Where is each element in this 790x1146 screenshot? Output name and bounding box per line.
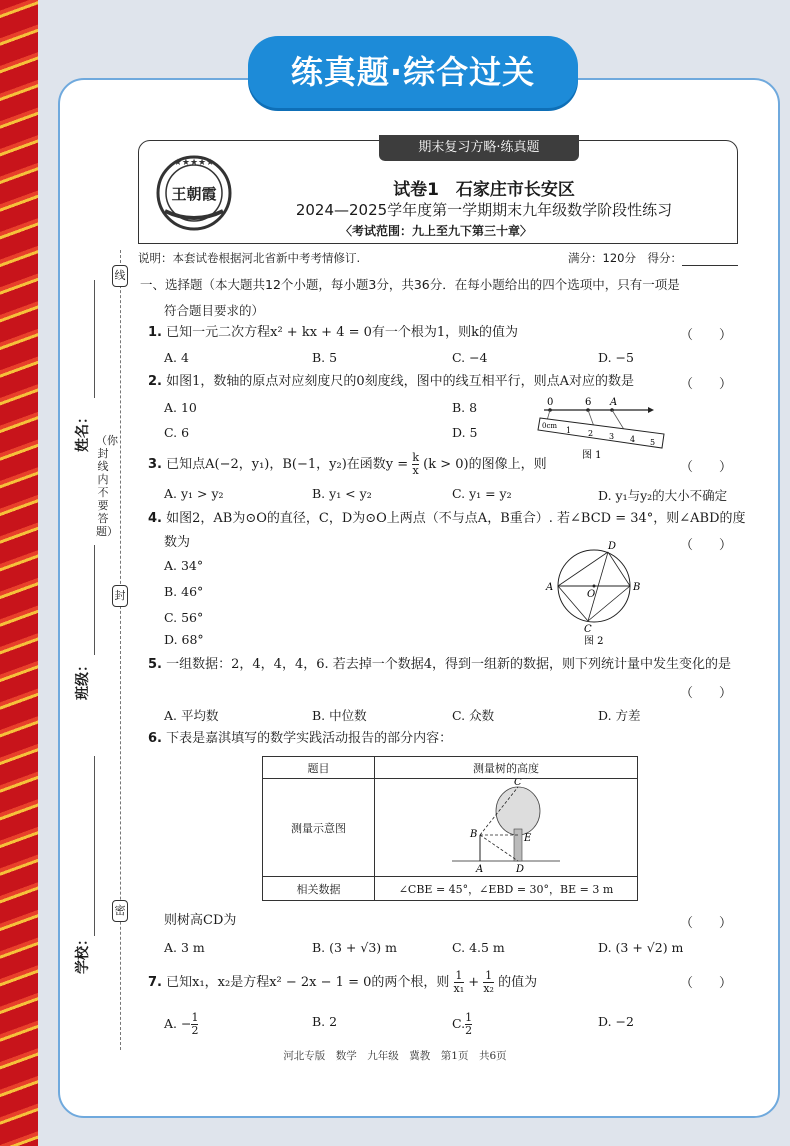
- option-d: D. y₁与y₂的大小不确定: [598, 488, 728, 503]
- question-text-cont: (k > 0)的图像上，则: [423, 457, 547, 472]
- section-title-cont: 符合题目要求的）: [164, 303, 265, 318]
- diagram-cell: [375, 779, 638, 877]
- figure-caption: 图 2: [584, 636, 604, 647]
- option-c: C. −4: [452, 350, 488, 365]
- question-5: [148, 656, 731, 674]
- score-blank[interactable]: [682, 254, 738, 266]
- question-number: 1.: [148, 325, 162, 340]
- question-number: 7.: [148, 975, 162, 990]
- point-label: D: [516, 864, 525, 873]
- fraction-half: $\frac{1}{2}$: [465, 1011, 473, 1037]
- ruler-label: 3: [609, 432, 615, 441]
- option-b: B. 8: [452, 400, 478, 415]
- svg-text:王朝霞: 王朝霞: [171, 185, 217, 203]
- point-label: C: [584, 624, 592, 635]
- question-text: 已知x₁，x₂是方程x² − 2x − 1 = 0的两个根，则: [166, 975, 450, 990]
- score-label: 满分：120分 得分：: [568, 251, 682, 265]
- question-6-ask: 则树高CD为: [164, 913, 237, 928]
- option-a: A. 4: [164, 350, 189, 365]
- ruler-label: 0cm: [542, 422, 558, 430]
- table-cell: 测量示意图: [263, 779, 375, 877]
- option-b: B. 46°: [164, 584, 204, 599]
- answer-paren[interactable]: （ ）: [680, 686, 733, 701]
- seal-mark-line: 线: [112, 265, 128, 287]
- option-c: C. 6: [164, 425, 190, 440]
- point-label: O: [587, 589, 596, 600]
- option-d: D. 68°: [164, 632, 204, 647]
- point-label: A: [546, 582, 554, 593]
- fraction-1-over-x2: $\frac{1}{\text{x₂}}$: [483, 969, 494, 995]
- instruction-text: 说明：本套试卷根据河北省新中考考情修订.: [138, 251, 361, 265]
- fraction-half: $\frac{1}{2}$: [191, 1011, 199, 1037]
- question-2: [148, 373, 634, 391]
- activity-report-table: [262, 756, 638, 901]
- seal-mark-secret: 密: [112, 900, 128, 922]
- answer-paren[interactable]: （ ）: [680, 460, 733, 475]
- question-number: 6.: [148, 731, 162, 746]
- option-c-label: C.: [452, 1016, 466, 1031]
- question-text: 已知一元二次方程x² + kx + 4 = 0有一个根为1，则k的值为: [166, 325, 519, 340]
- figure-2-circle: [542, 538, 652, 648]
- paper-title: 试卷1 石家庄市长安区: [393, 180, 575, 200]
- svg-text:★★★★★: ★★★★★: [173, 158, 215, 168]
- table-header: 测量树的高度: [375, 757, 638, 779]
- option-d: D. −2: [598, 1014, 634, 1029]
- option-a: A. 34°: [164, 558, 204, 573]
- denominator: x: [412, 464, 419, 477]
- axis-label: 0: [547, 397, 554, 408]
- exam-scope: 〈考试范围：九上至九下第三十章〉: [340, 224, 533, 238]
- question-text-cont: 的值为: [498, 975, 538, 990]
- school-label: 学校：: [75, 932, 91, 974]
- instruction-line: [138, 250, 738, 266]
- answer-paren[interactable]: （ ）: [680, 377, 733, 392]
- option-a: [164, 1012, 198, 1037]
- question-number: 5.: [148, 657, 162, 672]
- seal-mark-seal: 封: [112, 585, 128, 607]
- ruler-label: 4: [630, 435, 636, 444]
- answer-paren[interactable]: （ ）: [680, 538, 733, 553]
- answer-warning: （你封线内不要答题）: [96, 434, 118, 538]
- title-banner: 练真题·综合过关: [248, 36, 578, 108]
- option-b: B. 中位数: [312, 708, 367, 723]
- question-3: [148, 452, 547, 477]
- option-b: B. 2: [312, 1014, 338, 1029]
- ruler-label: 1: [566, 426, 572, 435]
- question-1: [148, 324, 518, 342]
- point-label: E: [524, 833, 532, 844]
- option-a: A. y₁ > y₂: [164, 486, 224, 501]
- question-text: 如图1，数轴的原点对应刻度尺的0刻度线，图中的线互相平行，则点A对应的数是: [166, 374, 635, 389]
- option-c: C. 4.5 m: [452, 940, 505, 955]
- table-cell: ∠CBE = 45°，∠EBD = 30°，BE = 3 m: [375, 877, 638, 901]
- point-label: A: [476, 864, 484, 873]
- answer-paren[interactable]: （ ）: [680, 328, 733, 343]
- page-footer: 河北专版 数学 九年级 冀教 第1页 共6页: [283, 1050, 507, 1062]
- option-a: A. 平均数: [164, 708, 219, 723]
- question-text: 下表是嘉淇填写的数学实践活动报告的部分内容：: [166, 731, 453, 746]
- question-number: 2.: [148, 374, 162, 389]
- answer-paren[interactable]: （ ）: [680, 976, 733, 991]
- point-label: B: [633, 582, 641, 593]
- table-cell: 相关数据: [263, 877, 375, 901]
- school-field[interactable]: [94, 756, 95, 936]
- option-d: D. −5: [598, 350, 634, 365]
- answer-paren[interactable]: （ ）: [680, 916, 733, 931]
- question-4: [148, 510, 746, 528]
- option-b: B. 5: [312, 350, 338, 365]
- option-c: C. 众数: [452, 708, 495, 723]
- question-6: [148, 730, 452, 748]
- option-c: C. 56°: [164, 610, 204, 625]
- point-label: D: [608, 541, 617, 552]
- question-7: 7. 已知x₁，x₂是方程x² − 2x − 1 = 0的两个根，则 $\frac{1}{\text{x₁}}$ + $\frac{1}{\text{x₂}}$ 的值为: [148, 969, 538, 995]
- option-d: D. 5: [452, 425, 478, 440]
- option-a: A. 3 m: [164, 940, 205, 955]
- ruler-label: 2: [588, 429, 594, 438]
- point-label: C: [514, 779, 522, 788]
- figure-1-ruler: [536, 394, 666, 460]
- option-b: B. y₁ < y₂: [312, 486, 372, 501]
- question-number: 4.: [148, 511, 162, 526]
- option-a-label: A. −: [164, 1016, 192, 1031]
- name-label: 姓名：: [75, 410, 91, 452]
- point-label: B: [470, 829, 478, 840]
- header-tag: 期末复习方略·练真题: [379, 135, 579, 161]
- ruler-label: 5: [650, 438, 656, 447]
- axis-label: A: [610, 397, 618, 408]
- name-field[interactable]: [94, 280, 95, 398]
- fraction: [412, 452, 419, 477]
- axis-label: 6: [585, 397, 592, 408]
- option-a: A. 10: [164, 400, 197, 415]
- decorative-ribbon: [0, 0, 38, 1146]
- fraction-1-over-x1: $\frac{1}{\text{x₁}}$: [453, 969, 465, 995]
- tree-diagram: [446, 779, 566, 873]
- option-c: [452, 1012, 472, 1037]
- cut-line: [120, 250, 121, 1050]
- paper-subtitle: 2024—2025学年度第一学期期末九年级数学阶段性练习: [295, 201, 673, 219]
- numerator: k: [412, 451, 419, 464]
- table-header: 题目: [263, 757, 375, 779]
- class-field[interactable]: [94, 545, 95, 655]
- question-text: 一组数据：2，4，4，4，6. 若去掉一个数据4，得到一组新的数据，则下列统计量中发生变化的是: [166, 657, 732, 672]
- option-b: B. (3 + √3) m: [312, 940, 398, 955]
- option-d: D. 方差: [598, 708, 641, 723]
- question-4-cont: 数为: [164, 535, 191, 550]
- option-d: D. (3 + √2) m: [598, 940, 684, 955]
- figure-caption: 图 1: [582, 450, 602, 460]
- question-text: 已知点A(−2，y₁)，B(−1，y₂)在函数y =: [166, 457, 409, 472]
- class-label: 班级：: [75, 658, 91, 700]
- option-c: C. y₁ = y₂: [452, 486, 512, 501]
- score-area: [568, 250, 738, 266]
- question-number: 3.: [148, 457, 162, 472]
- question-text: 如图2，AB为⊙O的直径，C，D为⊙O上两点（不与点A，B重合）. 若∠BCD = 34°，则∠ABD的度: [166, 511, 746, 526]
- section-title: 一、选择题（本大题共12个小题，每小题3分，共36分．在每小题给出的四个选项中，只有一项是: [140, 277, 680, 292]
